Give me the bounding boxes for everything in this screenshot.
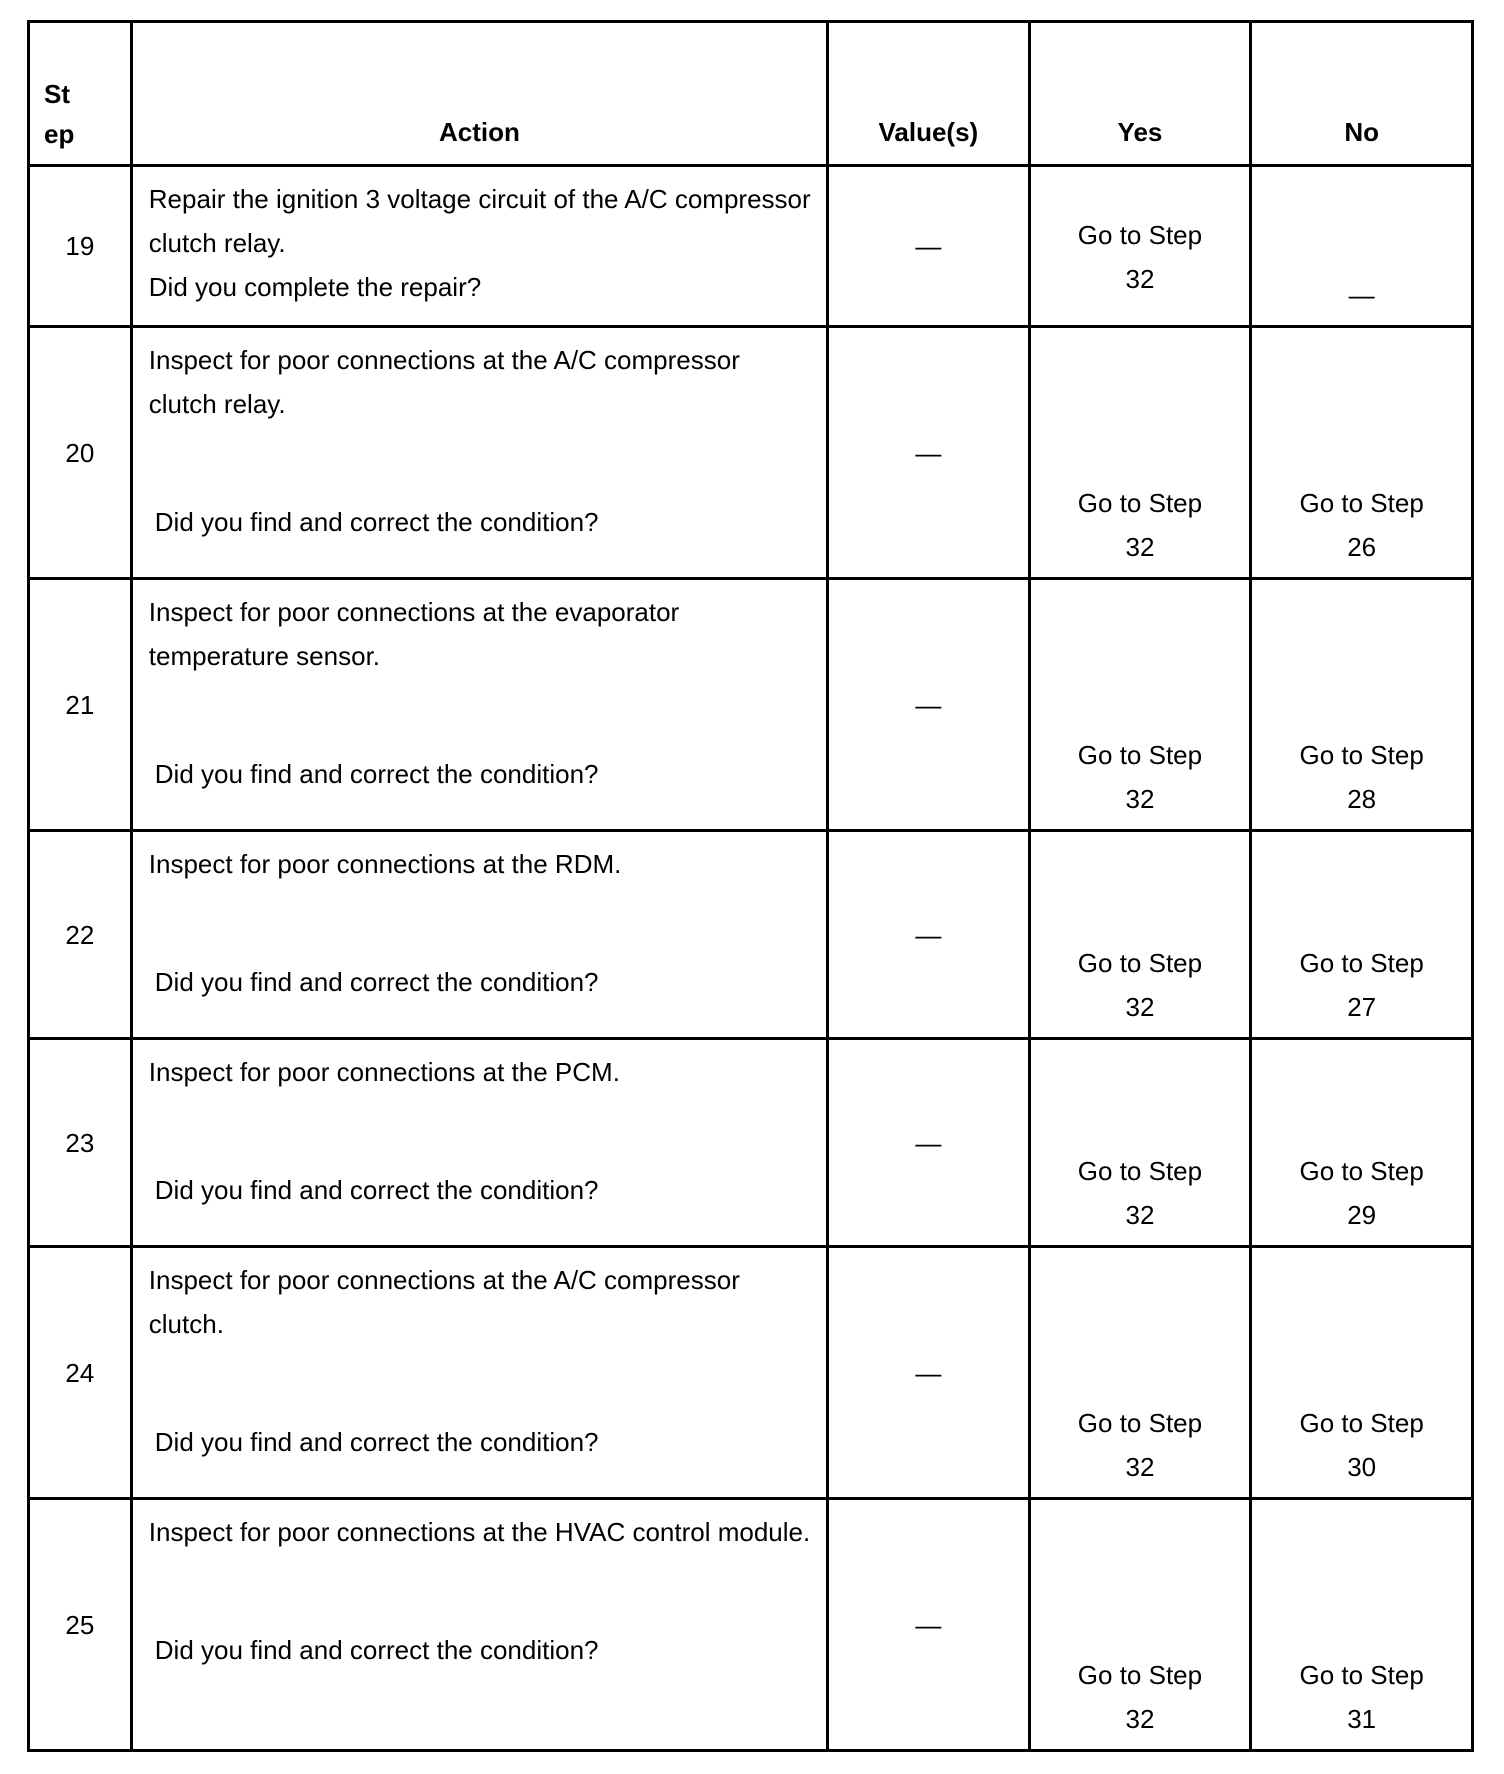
table-row — [29, 327, 1473, 579]
action-question: Did you complete the repair? — [148, 272, 482, 302]
table-row — [29, 1039, 1473, 1247]
yes-cell — [1029, 579, 1251, 831]
header-step-line2: ep — [44, 119, 75, 149]
no-cell — [1251, 327, 1473, 579]
no-label: Go to Step — [1299, 1156, 1424, 1186]
step-number: 20 — [29, 327, 132, 579]
header-no: No — [1251, 22, 1473, 166]
action-cell — [131, 166, 827, 327]
no-step: 31 — [1347, 1704, 1377, 1734]
action-instruction: Inspect for poor connections at the A/C compressor clutch relay. — [148, 345, 740, 419]
header-values: Value(s) — [828, 22, 1030, 166]
yes-step: 32 — [1125, 1704, 1155, 1734]
action-question: Did you find and correct the condition? — [154, 1427, 599, 1457]
table-row — [29, 831, 1473, 1039]
step-number: 21 — [29, 579, 132, 831]
value-cell: — — [828, 1499, 1030, 1751]
no-step: 30 — [1347, 1452, 1377, 1482]
step-number: 25 — [29, 1499, 132, 1751]
value-cell: — — [828, 579, 1030, 831]
action-question: Did you find and correct the condition? — [154, 1175, 599, 1205]
no-cell — [1251, 1499, 1473, 1751]
header-action: Action — [131, 22, 827, 166]
no-cell — [1251, 166, 1473, 327]
value-cell: — — [828, 1039, 1030, 1247]
action-instruction: Repair the ignition 3 voltage circuit of the A/C compressor clutch relay. — [148, 184, 811, 258]
action-cell — [131, 579, 827, 831]
no-label: Go to Step — [1299, 1408, 1424, 1438]
step-number: 22 — [29, 831, 132, 1039]
no-label: Go to Step — [1299, 948, 1424, 978]
header-step-line1: St — [44, 79, 70, 109]
table-row — [29, 579, 1473, 831]
action-instruction: Inspect for poor connections at the evaporator temperature sensor. — [148, 597, 680, 671]
value-cell: — — [828, 1247, 1030, 1499]
yes-cell — [1029, 327, 1251, 579]
yes-cell — [1029, 1247, 1251, 1499]
no-step: — — [1348, 280, 1375, 310]
yes-label: Go to Step — [1077, 1660, 1203, 1690]
header-step — [29, 22, 132, 166]
action-cell — [131, 327, 827, 579]
yes-step: 32 — [1125, 784, 1155, 814]
no-cell — [1251, 1247, 1473, 1499]
value-cell: — — [828, 831, 1030, 1039]
action-instruction: Inspect for poor connections at the PCM. — [148, 1057, 620, 1087]
yes-label: Go to Step — [1077, 1156, 1203, 1186]
table-row — [29, 1499, 1473, 1751]
no-step: 28 — [1347, 784, 1377, 814]
table-row — [29, 166, 1473, 327]
no-step: 27 — [1347, 992, 1377, 1022]
no-label: Go to Step — [1299, 1660, 1424, 1690]
yes-cell — [1029, 1039, 1251, 1247]
no-step: 26 — [1347, 532, 1377, 562]
action-instruction: Inspect for poor connections at the A/C compressor clutch. — [148, 1265, 740, 1339]
diagnostic-table — [27, 20, 1474, 1752]
step-number: 24 — [29, 1247, 132, 1499]
action-instruction: Inspect for poor connections at the HVAC control module. — [148, 1517, 811, 1547]
header-yes: Yes — [1029, 22, 1251, 166]
no-label: Go to Step — [1299, 740, 1424, 770]
yes-label: Go to Step — [1077, 1408, 1203, 1438]
action-cell — [131, 1039, 827, 1247]
yes-step: 32 — [1125, 1200, 1155, 1230]
yes-label: Go to Step — [1077, 740, 1203, 770]
no-cell — [1251, 831, 1473, 1039]
action-question: Did you find and correct the condition? — [154, 759, 599, 789]
action-cell — [131, 831, 827, 1039]
action-question: Did you find and correct the condition? — [154, 507, 599, 537]
step-number: 19 — [29, 166, 132, 327]
yes-cell — [1029, 1499, 1251, 1751]
yes-cell — [1029, 831, 1251, 1039]
yes-label: Go to Step — [1077, 488, 1203, 518]
value-cell: — — [828, 166, 1030, 327]
no-cell — [1251, 1039, 1473, 1247]
header-row — [29, 22, 1473, 166]
action-question: Did you find and correct the condition? — [154, 967, 599, 997]
action-instruction: Inspect for poor connections at the RDM. — [148, 849, 622, 879]
action-cell — [131, 1499, 827, 1751]
action-cell — [131, 1247, 827, 1499]
yes-label: Go to Step — [1077, 948, 1203, 978]
no-step: 29 — [1347, 1200, 1377, 1230]
yes-cell — [1029, 166, 1251, 327]
value-cell: — — [828, 327, 1030, 579]
yes-step: 32 — [1125, 1452, 1155, 1482]
yes-step: 32 — [1125, 264, 1155, 294]
table-row — [29, 1247, 1473, 1499]
yes-step: 32 — [1125, 532, 1155, 562]
yes-label: Go to Step — [1077, 220, 1203, 250]
yes-step: 32 — [1125, 992, 1155, 1022]
no-cell — [1251, 579, 1473, 831]
step-number: 23 — [29, 1039, 132, 1247]
no-label: Go to Step — [1299, 488, 1424, 518]
action-question: Did you find and correct the condition? — [154, 1635, 599, 1665]
